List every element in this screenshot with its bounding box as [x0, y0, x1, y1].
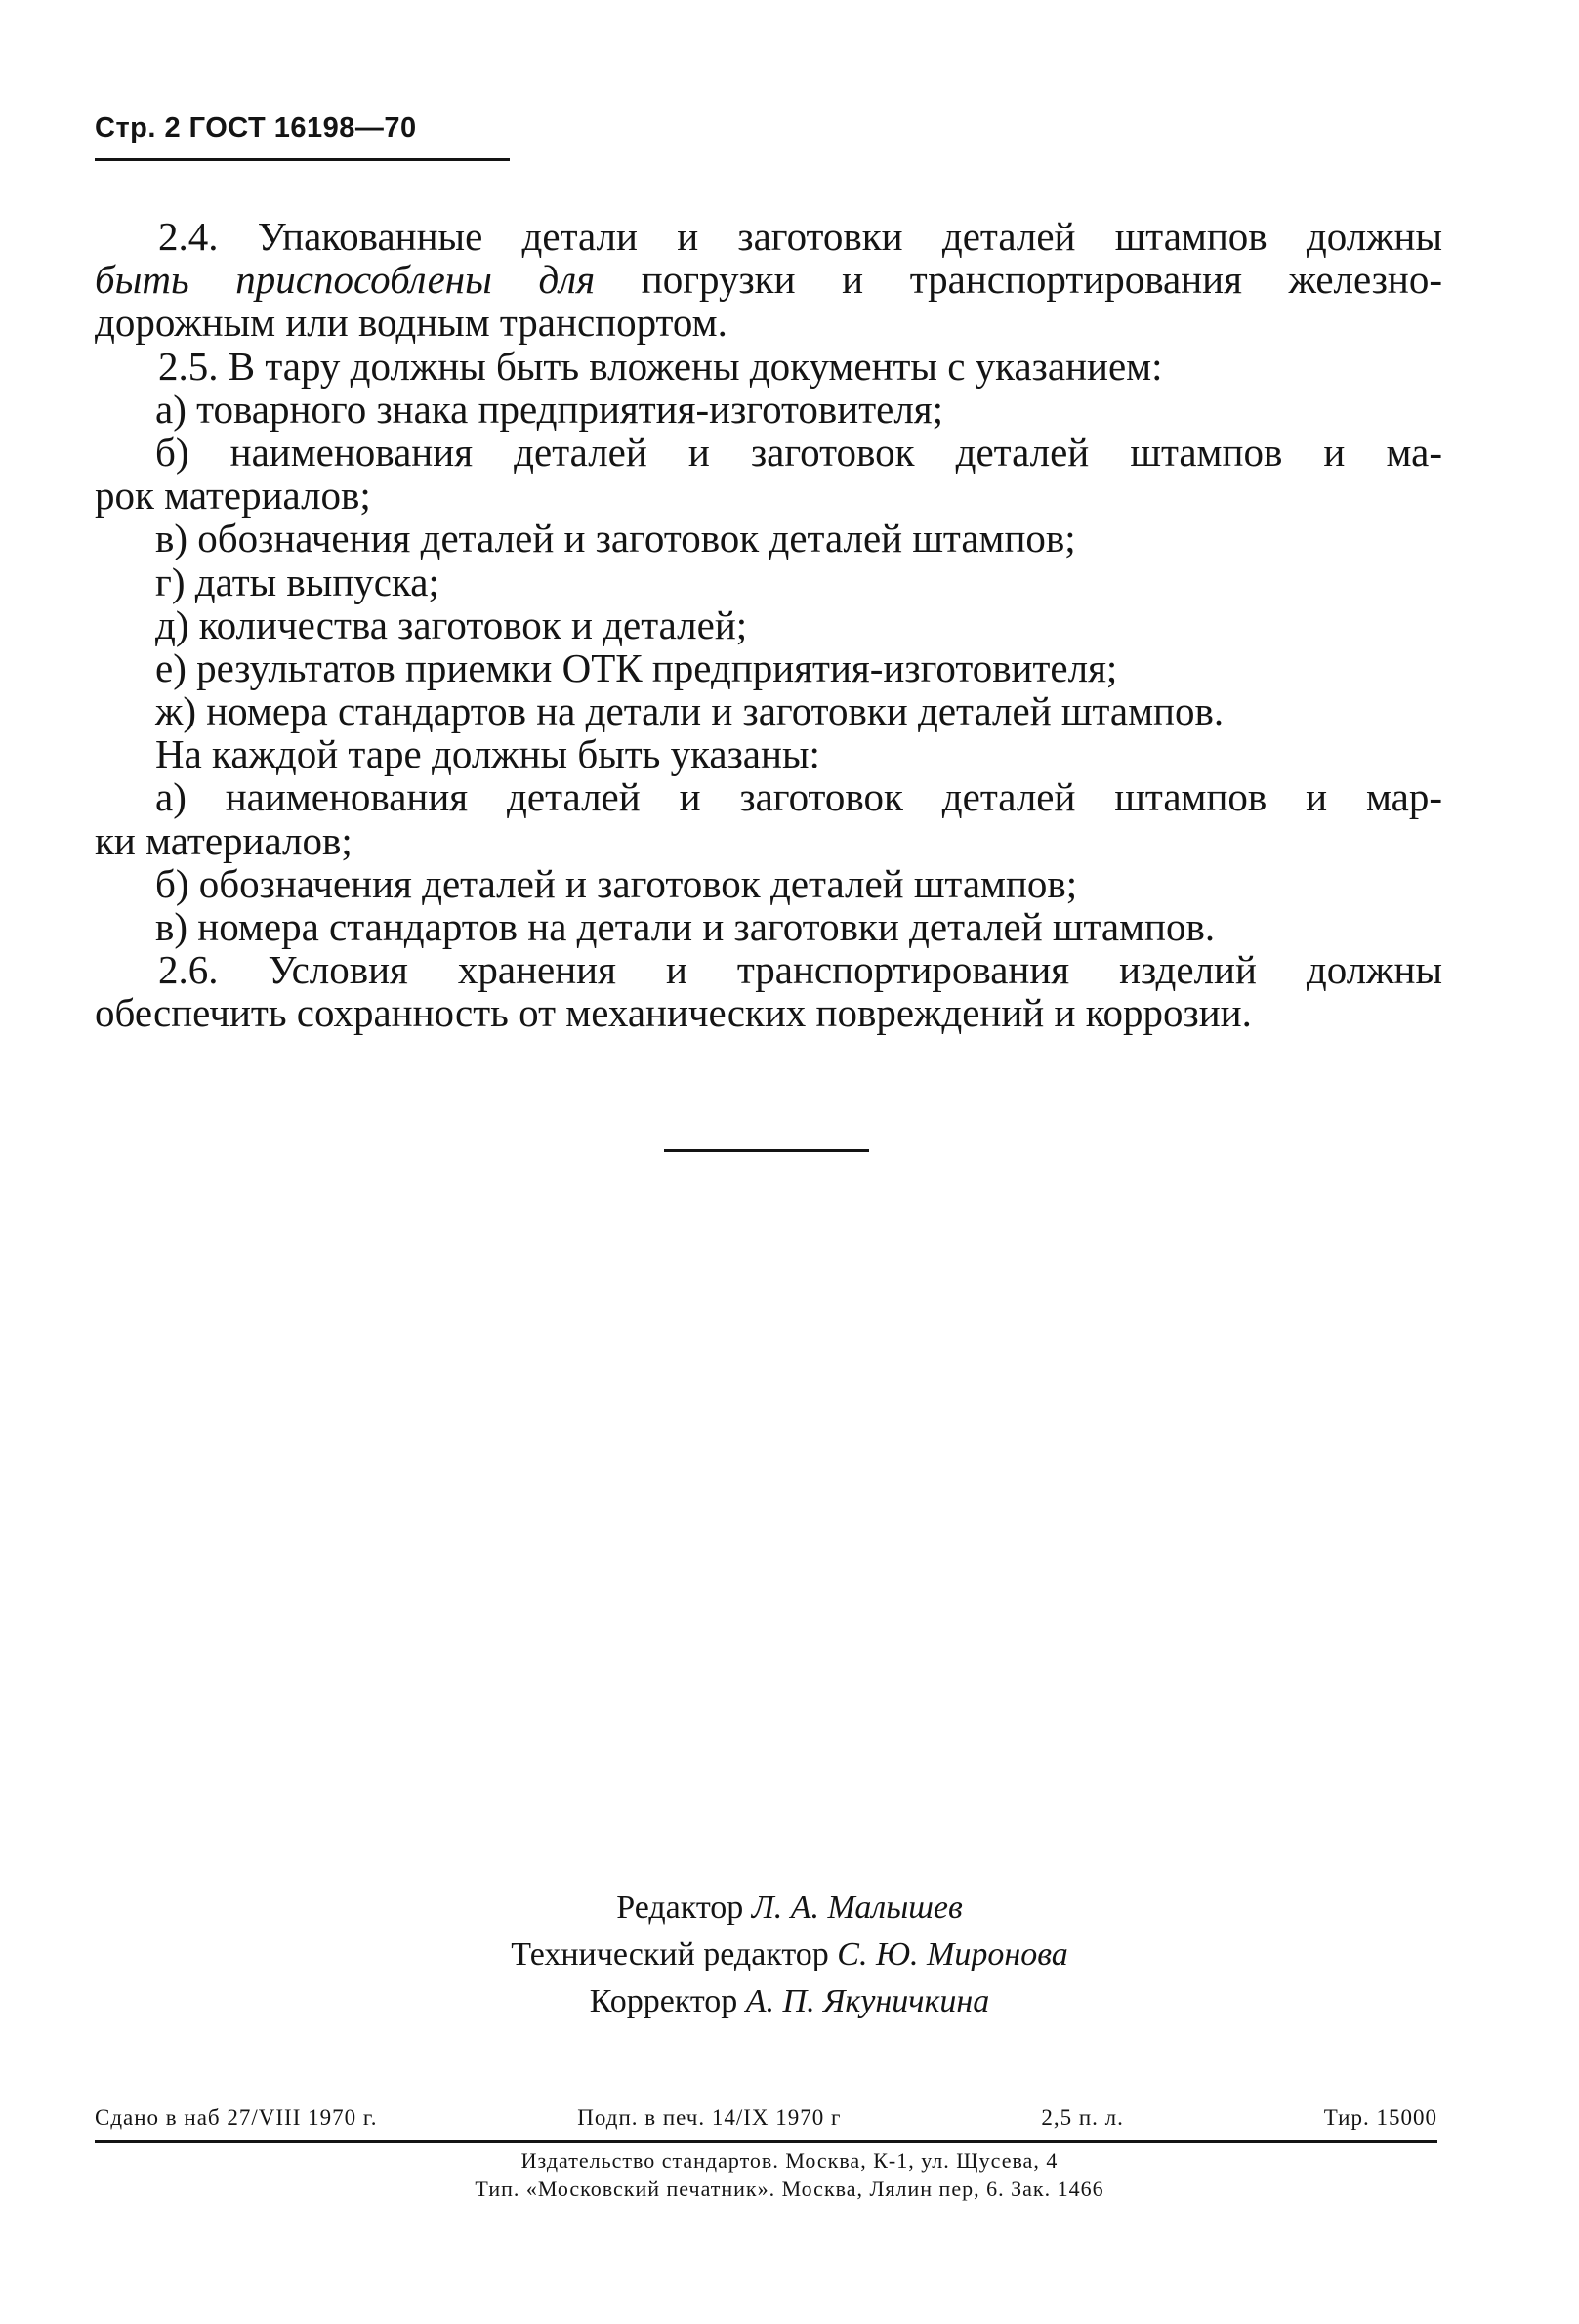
credit-corrector — [0, 1978, 1579, 2025]
word: и — [842, 257, 864, 303]
word: железно- — [1288, 257, 1442, 303]
word: транспортирования — [909, 257, 1242, 303]
imprint-signed: Подп. в печ. 14/IX 1970 г — [577, 2105, 842, 2130]
label-requirements-intro: На каждой таре должны быть указаны: — [155, 731, 820, 777]
publisher-line-1: Издательство стандартов. Москва, К-1, ул. Щусева, 4 — [520, 2148, 1059, 2173]
word: погрузки — [641, 257, 796, 303]
list-item-v: в) обозначения деталей и заготовок деталей штампов; — [155, 516, 1076, 561]
section-2-5-intro: 2.5. В тару должны быть вложены документы с указанием: — [158, 343, 1163, 389]
credit-technical-editor-role: Технический редактор — [511, 1936, 829, 1972]
credit-corrector-name: А. П. Якуничкина — [745, 1983, 990, 2019]
credit-editor — [0, 1885, 1579, 1931]
label-item-v: в) номера стандартов на детали и заготовки деталей штампов. — [155, 904, 1216, 949]
header-rule — [95, 158, 510, 161]
label-item-b: б) обозначения деталей и заготовок деталей штампов; — [155, 860, 1078, 906]
publisher-block — [0, 2146, 1579, 2203]
imprint-submitted: Сдано в наб 27/VIII 1970 г. — [95, 2105, 378, 2130]
list-item-e: е) результатов приемки ОТК предприятия-изготовителя; — [155, 644, 1118, 690]
word: для — [538, 257, 596, 303]
list-item-g: г) даты выпуска; — [155, 559, 439, 604]
credit-editor-role: Редактор — [616, 1889, 744, 1926]
list-item-b-line-1: б) наименования деталей и заготовок деталей штампов и ма- — [155, 429, 1442, 475]
publisher-line-2: Тип. «Московский печатник». Москва, Лялин пер, 6. Зак. 1466 — [475, 2177, 1104, 2201]
section-2-4-line-1: 2.4. Упакованные детали и заготовки деталей штампов должны — [158, 214, 1442, 259]
imprint-line — [95, 2105, 1437, 2131]
document-body — [95, 215, 1442, 1035]
section-end-rule — [664, 1149, 869, 1152]
word: быть — [95, 257, 189, 303]
credit-technical-editor-name: С. Ю. Миронова — [837, 1936, 1068, 1972]
credit-technical-editor — [0, 1931, 1579, 1978]
label-item-a-line-1: а) наименования деталей и заготовок деталей штампов и мар- — [155, 774, 1442, 820]
imprint-sheets: 2,5 п. л. — [1041, 2105, 1124, 2130]
credit-corrector-role: Корректор — [589, 1983, 738, 2019]
section-2-6-line-1: 2.6. Условия хранения и транспортирования изделий должны — [158, 947, 1442, 993]
section-2-6-line-2: обеспечить сохранность от механических повреждений и коррозии. — [95, 990, 1252, 1036]
list-item-a: а) товарного знака предприятия-изготовителя; — [155, 386, 944, 432]
list-item-d: д) количества заготовок и деталей; — [155, 602, 748, 647]
credits-block — [0, 1885, 1579, 2025]
section-2-4-line-2 — [95, 258, 1442, 301]
list-item-b-line-2: рок материалов; — [95, 473, 371, 519]
word: приспособлены — [235, 257, 492, 303]
page-header: Стр. 2 ГОСТ 16198—70 — [95, 112, 417, 144]
imprint-circulation: Тир. 15000 — [1323, 2105, 1437, 2130]
section-2-4-line-3: дорожным или водным транспортом. — [95, 300, 727, 346]
imprint-rule — [95, 2140, 1437, 2143]
credit-editor-name: Л. А. Малышев — [751, 1889, 963, 1926]
label-item-a-line-2: ки материалов; — [95, 817, 353, 863]
list-item-zh: ж) номера стандартов на детали и заготовки деталей штампов. — [155, 688, 1225, 734]
